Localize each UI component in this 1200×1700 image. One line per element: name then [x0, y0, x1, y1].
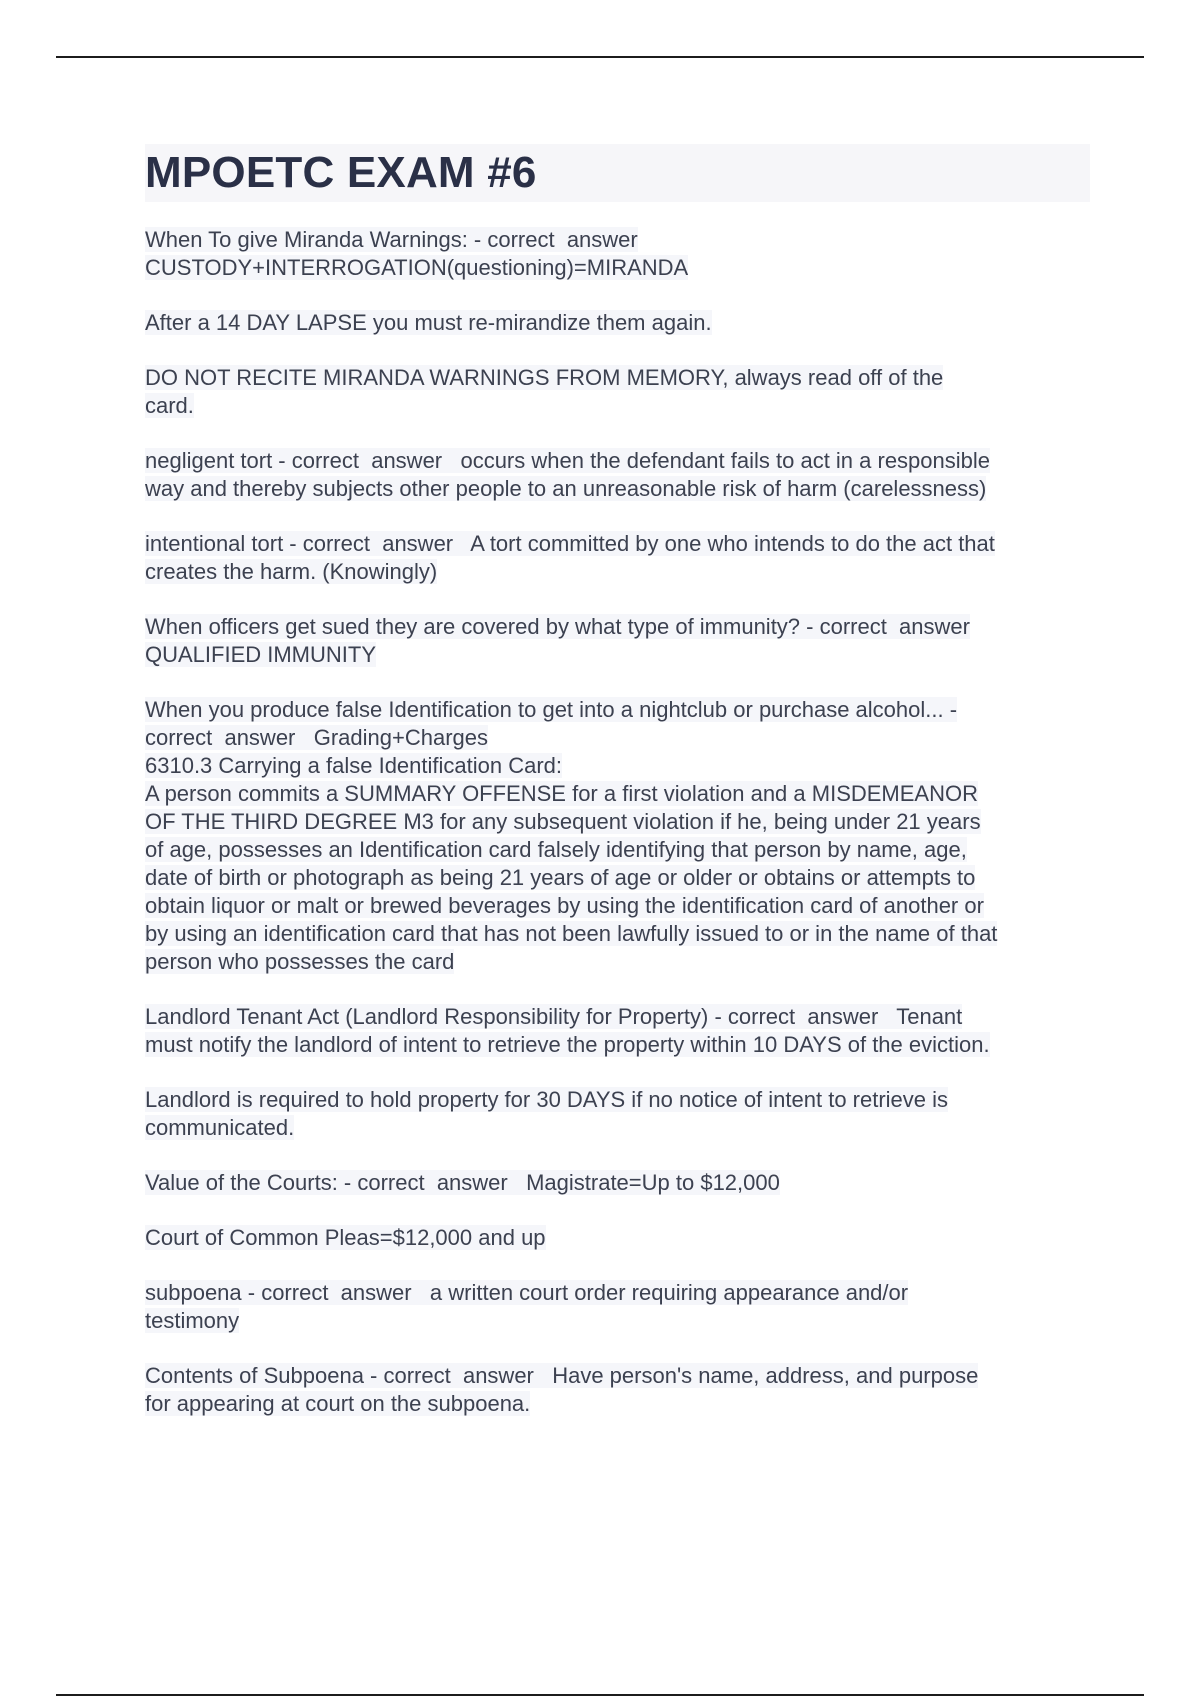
line-wrapper — [145, 808, 1090, 836]
line-wrapper — [145, 364, 1090, 392]
paragraph-line: negligent tort - correct answer occurs when the defendant fails to act in a responsible — [145, 448, 991, 473]
qa-paragraph — [145, 1086, 1090, 1142]
qa-paragraph — [145, 1362, 1090, 1418]
paragraph-line: QUALIFIED IMMUNITY — [145, 642, 377, 667]
paragraph-line: creates the harm. (Knowingly) — [145, 559, 438, 584]
paragraph-line: correct answer Grading+Charges — [145, 725, 488, 750]
line-wrapper — [145, 1279, 1090, 1307]
qa-paragraph — [145, 613, 1090, 669]
line-wrapper — [145, 530, 1090, 558]
qa-paragraph — [145, 364, 1090, 420]
line-wrapper — [145, 1169, 1090, 1197]
document-title: MPOETC EXAM #6 — [145, 144, 1090, 202]
qa-paragraph — [145, 1169, 1090, 1197]
paragraph-line: subpoena - correct answer a written court order requiring appearance and/or — [145, 1280, 909, 1305]
line-wrapper — [145, 696, 1090, 724]
line-wrapper — [145, 475, 1090, 503]
paragraph-line: A person commits a SUMMARY OFFENSE for a first violation and a MISDEMEANOR — [145, 781, 978, 806]
paragraph-line: Value of the Courts: - correct answer Magistrate=Up to $12,000 — [145, 1170, 780, 1195]
paragraph-line: After a 14 DAY LAPSE you must re-mirandize them again. — [145, 310, 712, 335]
paragraph-line: Contents of Subpoena - correct answer Have person's name, address, and purpose — [145, 1363, 979, 1388]
qa-paragraph — [145, 530, 1090, 586]
line-wrapper — [145, 948, 1090, 976]
line-wrapper — [145, 613, 1090, 641]
top-rule — [56, 56, 1144, 58]
line-wrapper — [145, 1224, 1090, 1252]
bottom-rule — [56, 1694, 1144, 1696]
qa-paragraph — [145, 1279, 1090, 1335]
paragraph-line: When you produce false Identification to get into a nightclub or purchase alcohol... - — [145, 697, 958, 722]
line-wrapper — [145, 836, 1090, 864]
paragraph-line: must notify the landlord of intent to retrieve the property within 10 DAYS of the eviction. — [145, 1032, 990, 1057]
line-wrapper — [145, 780, 1090, 808]
line-wrapper — [145, 1362, 1090, 1390]
line-wrapper — [145, 724, 1090, 752]
qa-paragraph — [145, 447, 1090, 503]
line-wrapper — [145, 226, 1090, 254]
line-wrapper — [145, 1003, 1090, 1031]
paragraph-line: way and thereby subjects other people to an unreasonable risk of harm (carelessness) — [145, 476, 987, 501]
line-wrapper — [145, 641, 1090, 669]
line-wrapper — [145, 309, 1090, 337]
paragraph-line: When officers get sued they are covered by what type of immunity? - correct answer — [145, 614, 970, 639]
qa-paragraph — [145, 696, 1090, 976]
qa-paragraph — [145, 1224, 1090, 1252]
paragraph-line: Landlord is required to hold property for 30 DAYS if no notice of intent to retrieve is — [145, 1087, 949, 1112]
paragraph-line: Court of Common Pleas=$12,000 and up — [145, 1225, 546, 1250]
line-wrapper — [145, 864, 1090, 892]
line-wrapper — [145, 1390, 1090, 1418]
document-body — [145, 144, 1090, 1445]
paragraph-line: CUSTODY+INTERROGATION(questioning)=MIRANDA — [145, 255, 689, 280]
paragraph-line: of age, possesses an Identification card falsely identifying that person by name, age, — [145, 837, 967, 862]
paragraph-line: DO NOT RECITE MIRANDA WARNINGS FROM MEMORY, always read off of the — [145, 365, 944, 390]
paragraph-line: by using an identification card that has not been lawfully issued to or in the name of that — [145, 921, 998, 946]
line-wrapper — [145, 447, 1090, 475]
line-wrapper — [145, 1031, 1090, 1059]
line-wrapper — [145, 892, 1090, 920]
line-wrapper — [145, 254, 1090, 282]
paragraph-line: Landlord Tenant Act (Landlord Responsibility for Property) - correct answer Tenant — [145, 1004, 963, 1029]
line-wrapper — [145, 1114, 1090, 1142]
paragraph-line: intentional tort - correct answer A tort committed by one who intends to do the act that — [145, 531, 995, 556]
line-wrapper — [145, 920, 1090, 948]
line-wrapper — [145, 558, 1090, 586]
paragraph-line: card. — [145, 393, 194, 418]
paragraph-line: testimony — [145, 1308, 240, 1333]
paragraph-line: obtain liquor or malt or brewed beverages by using the identification card of another or — [145, 893, 984, 918]
paragraph-line: date of birth or photograph as being 21 years of age or older or obtains or attempts to — [145, 865, 976, 890]
line-wrapper — [145, 1307, 1090, 1335]
paragraph-list — [145, 226, 1090, 1418]
paragraph-line: 6310.3 Carrying a false Identification Card: — [145, 753, 563, 778]
paragraph-line: OF THE THIRD DEGREE M3 for any subsequent violation if he, being under 21 years — [145, 809, 981, 834]
qa-paragraph — [145, 1003, 1090, 1059]
line-wrapper — [145, 752, 1090, 780]
paragraph-line: person who possesses the card — [145, 949, 455, 974]
paragraph-line: for appearing at court on the subpoena. — [145, 1391, 531, 1416]
qa-paragraph — [145, 309, 1090, 337]
line-wrapper — [145, 392, 1090, 420]
qa-paragraph — [145, 226, 1090, 282]
line-wrapper — [145, 1086, 1090, 1114]
paragraph-line: When To give Miranda Warnings: - correct answer — [145, 227, 638, 252]
paragraph-line: communicated. — [145, 1115, 295, 1140]
